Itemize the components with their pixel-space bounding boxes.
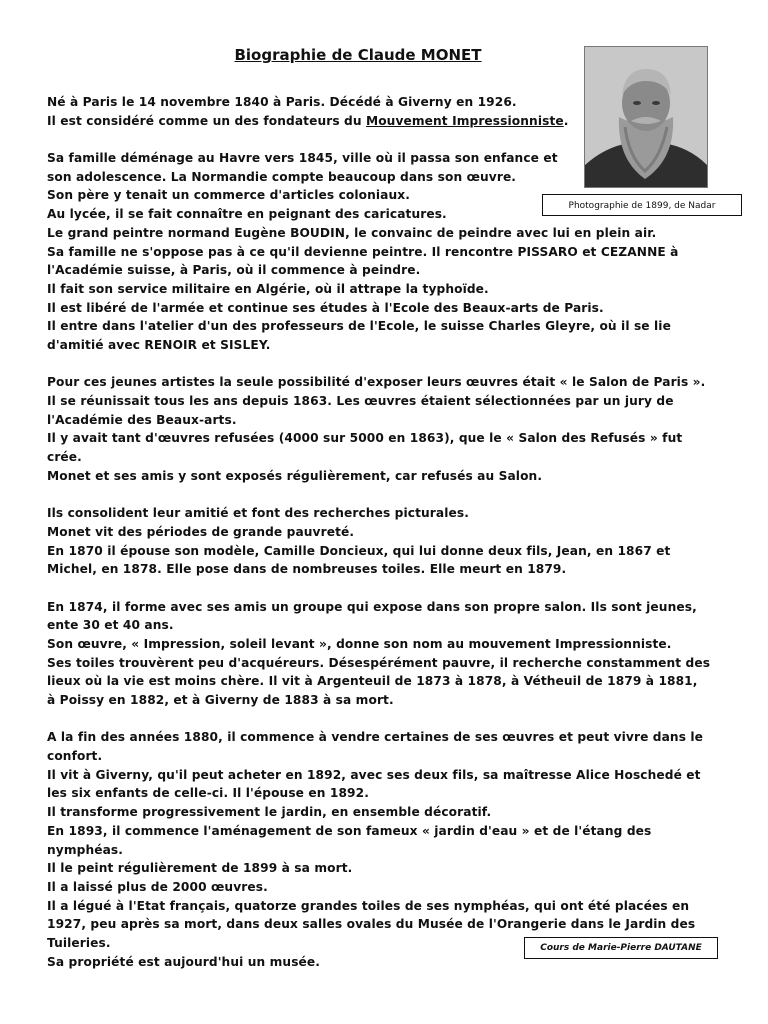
- paragraph-gap: [47, 485, 717, 504]
- text-line: En 1870 il épouse son modèle, Camille Doncieux, qui lui donne deux fils, Jean, en 1867 et: [47, 543, 671, 558]
- paragraph-gap: [47, 355, 717, 374]
- text-line: Sa propriété est aujourd'hui un musée.: [47, 954, 321, 969]
- page-title: Biographie de Claude MONET: [234, 46, 482, 64]
- text-line: à Poissy en 1882, et à Giverny de 1883 à sa mort.: [47, 693, 394, 707]
- text-line: l'Académie suisse, à Paris, où il commence à peindre.: [47, 263, 421, 278]
- text-line: confort.: [47, 749, 103, 764]
- text-line: Il vit à Giverny, qu'il peut acheter en 1892, avec ses deux fils, sa maîtresse Alice Hoschedé et: [47, 767, 701, 782]
- text-line: Ils consolident leur amitié et font des recherches picturales.: [47, 506, 469, 521]
- text-line: Monet et ses amis y sont exposés régulièrement, car refusés au Salon.: [47, 468, 543, 483]
- text-line: Son œuvre, « Impression, soleil levant », donne son nom au mouvement Impressionniste.: [47, 636, 672, 651]
- text-line: lieux où la vie est moins chère. Il vit à Argenteuil de 1873 à 1878, à Vétheuil de 1879 à 1881,: [47, 674, 698, 689]
- text-line: ente 30 et 40 ans.: [47, 618, 174, 633]
- text-line: Son père y tenait un commerce d'articles coloniaux.: [47, 188, 410, 203]
- text-line: les six enfants de celle-ci. Il l'épouse en 1892.: [47, 786, 369, 801]
- text-line: Il transforme progressivement le jardin, en ensemble décoratif.: [47, 805, 492, 820]
- text-line: Il se réunissait tous les ans depuis 1863. Les œuvres étaient sélectionnées par un jury de: [47, 394, 674, 408]
- text-line: Sa famille ne s'oppose pas à ce qu'il devienne peintre. Il rencontre PISSARO et CEZANNE à: [47, 244, 679, 259]
- paragraph-gap: [47, 579, 717, 598]
- text-line: Il a légué à l'Etat français, quatorze grandes toiles de ses nymphéas, qui ont été placées en: [47, 898, 690, 913]
- text-line: Il y avait tant d'œuvres refusées (4000 sur 5000 en 1863), que le « Salon des Refusés » fut: [47, 431, 683, 446]
- underlined-term: Mouvement Impressionniste: [365, 113, 564, 128]
- text-line: 1927, peu après sa mort, dans deux salles ovales du Musée de l'Orangerie dans le Jardin des: [47, 917, 696, 932]
- text-line: Il entre dans l'atelier d'un des professeurs de l'Ecole, le suisse Charles Gleyre, où il se lie: [47, 319, 671, 334]
- paragraph-gap: [47, 130, 717, 149]
- text-line: Sa famille déménage au Havre vers 1845, ville où il passa son enfance et: [47, 151, 558, 166]
- biography-text: [47, 93, 717, 971]
- text-line: Tuileries.: [47, 935, 111, 950]
- text-line: Michel, en 1878. Elle pose dans de nombreuses toiles. Elle meurt en 1879.: [47, 562, 567, 577]
- text-line: Il fait son service militaire en Algérie, où il attrape la typhoïde.: [47, 281, 489, 296]
- text-line: d'amitié avec RENOIR et SISLEY.: [47, 337, 271, 352]
- text-line: En 1874, il forme avec ses amis un groupe qui expose dans son propre salon. Ils sont jeunes,: [47, 599, 697, 614]
- text-line: Ses toiles trouvèrent peu d'acquéreurs. Désespérément pauvre, il recherche constamment des: [47, 655, 711, 670]
- photo-caption: Photographie de 1899, de Nadar: [542, 194, 742, 216]
- text-line: crée.: [47, 450, 82, 465]
- text-line: Il est libéré de l'armée et continue ses études à l'Ecole des Beaux-arts de Paris.: [47, 300, 604, 315]
- text-segment: Il est considéré comme un des fondateurs du: [47, 113, 366, 128]
- text-line: Au lycée, il se fait connaître en peignant des caricatures.: [47, 207, 447, 222]
- text-line: Il a laissé plus de 2000 œuvres.: [47, 879, 268, 894]
- text-line: Il le peint régulièrement de 1899 à sa mort.: [47, 861, 353, 876]
- text-line: [47, 112, 717, 131]
- text-line: l'Académie des Beaux-arts.: [47, 412, 237, 427]
- text-line: En 1893, il commence l'aménagement de son fameux « jardin d'eau » et de l'étang des: [47, 823, 652, 838]
- paragraph-gap: [47, 710, 717, 729]
- text-line: A la fin des années 1880, il commence à vendre certaines de ses œuvres et peut vivre dans le: [47, 730, 704, 745]
- text-line: Pour ces jeunes artistes la seule possibilité d'exposer leurs œuvres était « le Salon de Paris ».: [47, 375, 706, 390]
- text-segment: .: [563, 113, 569, 128]
- author-credit: Cours de Marie-Pierre DAUTANE: [524, 937, 718, 959]
- text-line: son adolescence. La Normandie compte beaucoup dans son œuvre.: [47, 169, 517, 184]
- text-line: Le grand peintre normand Eugène BOUDIN, le convainc de peindre avec lui en plein air.: [47, 225, 657, 240]
- text-line: Monet vit des périodes de grande pauvreté.: [47, 524, 355, 539]
- text-line: nymphéas.: [47, 842, 123, 857]
- text-line: Né à Paris le 14 novembre 1840 à Paris. Décédé à Giverny en 1926.: [47, 95, 517, 109]
